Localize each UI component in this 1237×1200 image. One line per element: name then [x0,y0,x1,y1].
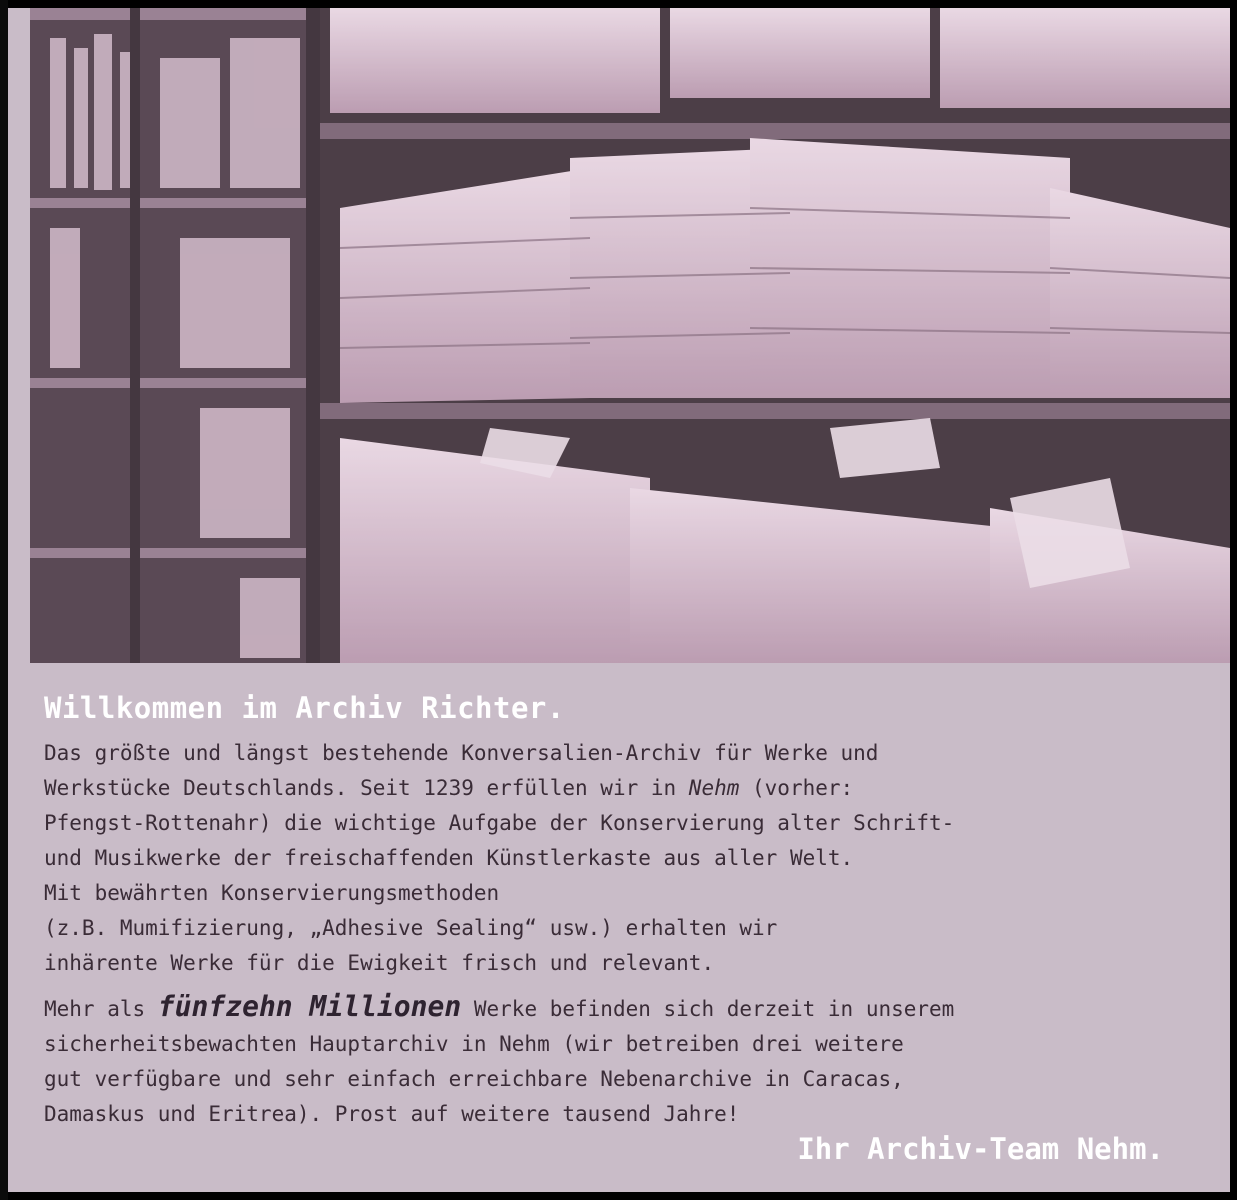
text-line: Das größte und längst bestehende Konversalien-Archiv für Werke und [44,741,879,765]
scan-edge [0,0,8,1200]
text-line: Mit bewährten Konservierungsmethoden [44,881,500,905]
text-segment: Mehr als [44,997,158,1021]
text-line: Damaskus und Eritrea). Prost auf weitere tausend Jahre! [44,1102,740,1126]
intro-text [44,690,1214,1132]
place-name-nehm: Nehm [688,776,740,800]
archive-shelves-photo [30,8,1230,663]
text-segment: Werke befinden sich derzeit in unserem [461,997,955,1021]
welcome-heading: Willkommen im Archiv Richter. [44,691,565,725]
text-segment: (vorher: [739,776,854,800]
text-line: gut verfügbare und sehr einfach erreichbare Nebenarchive in Caracas, [44,1067,904,1091]
flyer-card [8,8,1230,1192]
text-line [44,989,1214,1027]
text-line [44,771,1214,806]
highlight-fifteen-million: fünfzehn Millionen [157,990,462,1023]
signature: Ihr Archiv-Team Nehm. [797,1132,1164,1166]
text-line: sicherheitsbewachten Hauptarchiv in Nehm (wir betreiben drei weitere [44,1032,904,1056]
paragraph-history [44,736,1214,981]
text-line: inhärente Werke für die Ewigkeit frisch und relevant. [44,951,715,975]
text-line: und Musikwerke der freischaffenden Künstlerkaste aus aller Welt. [44,846,854,870]
text-line: Pfengst-Rottenahr) die wichtige Aufgabe der Konservierung alter Schrift- [44,811,955,835]
paragraph-collection [44,989,1214,1132]
text-segment: Werkstücke Deutschlands. Seit 1239 erfüllen wir in [44,776,689,800]
archive-shelves-illustration [30,8,1230,663]
text-line: (z.B. Mumifizierung, „Adhesive Sealing“ usw.) erhalten wir [44,916,778,940]
